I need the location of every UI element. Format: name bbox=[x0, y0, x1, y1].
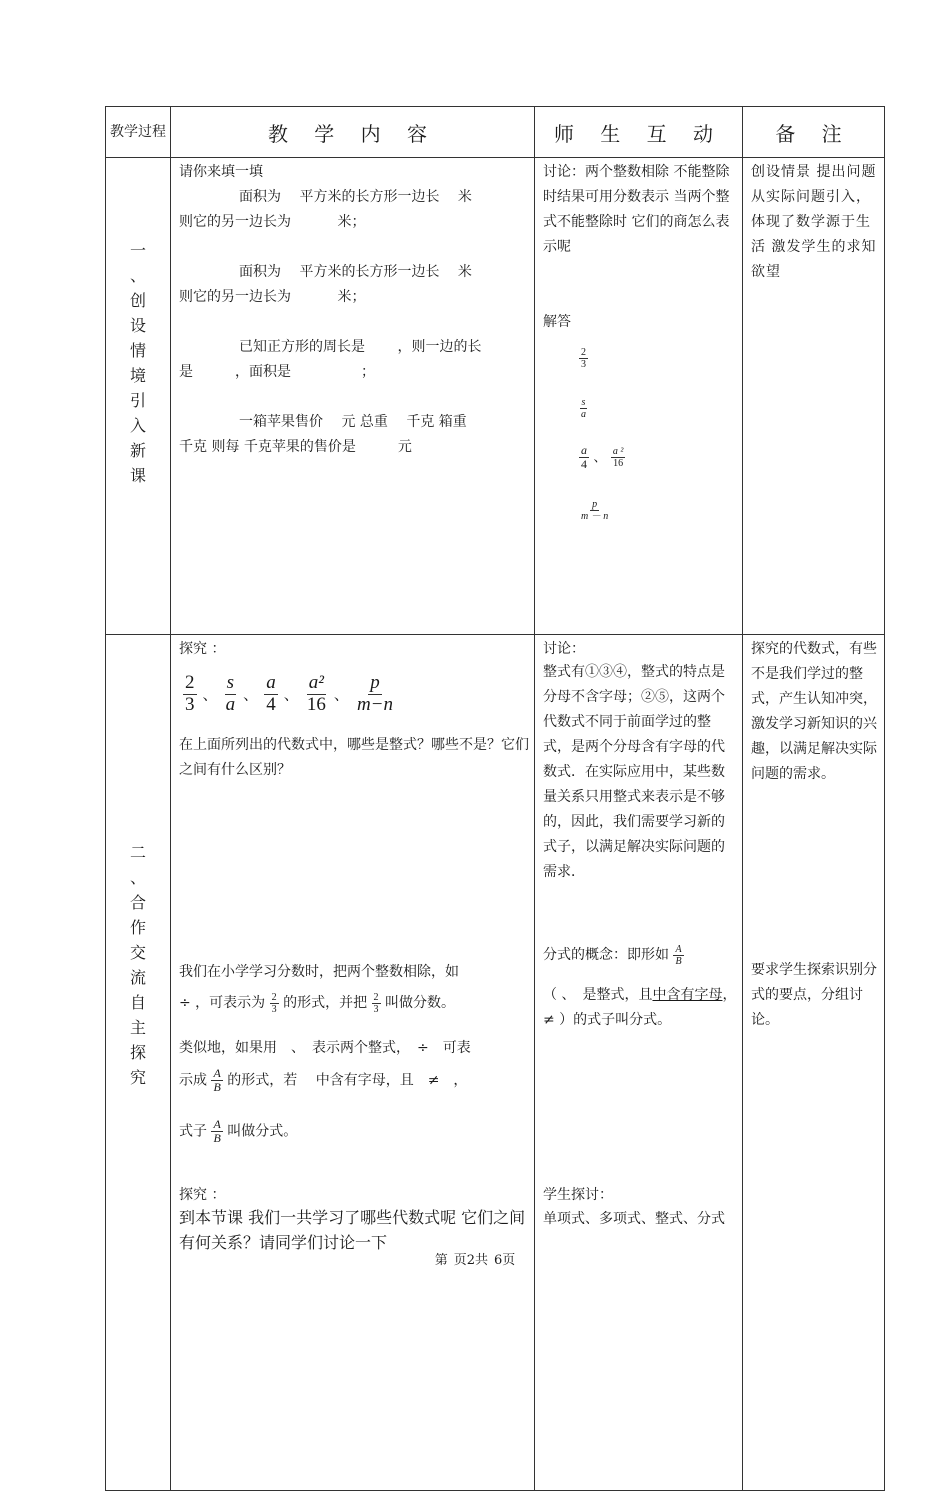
section-2-interaction bbox=[535, 635, 743, 1491]
concept-definition-2: （ 、 是整式，且中含有字母， ≠ ）的式子叫分式。 bbox=[543, 987, 744, 1028]
discussion-text: 讨论：两个整数相除 不能整除时结果可用分数表示 当两个整式不能整除时 它们的商怎么表示呢 bbox=[543, 164, 730, 255]
answer-fraction-2: $\frac{s}{a}$ bbox=[581, 396, 586, 420]
answer-fraction-3: $\frac{a}{4}$ 、 $\frac{\text{a ²}}{16}$ bbox=[581, 443, 624, 472]
explore-1-label: 探究 ： bbox=[179, 641, 226, 657]
question-3-line-2: 是 ，面积是 ； bbox=[179, 364, 375, 380]
question-3-line-1: 已知正方形的周长是 ，则一边的长 bbox=[239, 339, 482, 355]
fill-in-prompt: 请你来填一填 bbox=[179, 164, 263, 180]
student-discussion-text: 单项式、多项式、整式、分式 bbox=[543, 1211, 725, 1227]
notes-text-2b: 要求学生探索识别分式的要点，分组讨论。 bbox=[751, 962, 877, 1028]
header-interaction: 师 生 互 动 bbox=[535, 107, 743, 158]
page-footer: 第 页2共 6页 bbox=[434, 1253, 516, 1268]
section-1-interaction bbox=[535, 158, 743, 635]
question-1-line-1: 面积为 平方米的长方形一边长 米 bbox=[239, 189, 472, 205]
answer-label: 解答 bbox=[543, 314, 571, 330]
section-1-notes bbox=[743, 158, 885, 635]
concept-definition-1: 分式的概念：即形如 $\frac{A}{B}$ bbox=[543, 943, 682, 967]
question-2-line-1: 面积为 平方米的长方形一边长 米 bbox=[239, 264, 472, 280]
question-text: 在上面所列出的代数式中，哪些是整式？哪些不是？它们之间有什么区别？ bbox=[179, 737, 529, 778]
question-2-line-2: 则它的另一边长为 米； bbox=[179, 289, 366, 305]
concept-line-2: ÷ ，可表示为 $\frac{2}{3}$ 的形式，并把 $\frac{2}{3}$ 叫做分数。 bbox=[179, 991, 455, 1015]
concept-line-4: 示成 $\frac{A}{B}$ 的形式，若 中含有字母，且 ≠ ， bbox=[179, 1066, 468, 1095]
lesson-table bbox=[105, 106, 885, 1491]
section-2-row bbox=[106, 635, 885, 1491]
explore-2-text: 到本节课 我们一共学习了哪些代数式呢 它们之间有何关系？请同学们讨论一下 bbox=[179, 1208, 526, 1252]
header-process: 教学过程 bbox=[106, 107, 171, 158]
section-1-label: 一 、 创 设 情 境 引 入 新 课 bbox=[106, 158, 171, 635]
discussion-label: 讨论： bbox=[543, 641, 585, 657]
section-2-notes bbox=[743, 635, 885, 1491]
section-1-content bbox=[171, 158, 535, 635]
concept-line-1: 我们在小学学习分数时，把两个整数相除，如 bbox=[179, 964, 459, 980]
answer-fraction-5: $\frac{p}{m - n}$ bbox=[581, 498, 609, 522]
header-notes: 备 注 bbox=[743, 107, 885, 158]
notes-text-2a: 探究的代数式，有些不是我们学过的整式，产生认知冲突，激发学习新知识的兴趣，以满足解决实际问题的需求。 bbox=[751, 641, 877, 782]
section-2-content bbox=[171, 635, 535, 1491]
concept-line-3: 类似地，如果用 、 表示两个整式， ÷ 可表 bbox=[179, 1040, 471, 1056]
notes-text: 创设情景 提出问题 从实际问题引入，体现了数学源于生活 激发学生的求知欲望 bbox=[751, 164, 877, 280]
header-row bbox=[106, 107, 885, 158]
header-content: 教 学 内 容 bbox=[171, 107, 535, 158]
student-discussion-label: 学生探讨： bbox=[543, 1187, 613, 1203]
question-1-line-2: 则它的另一边长为 米； bbox=[179, 214, 366, 230]
section-2-label: 二 、 合 作 交 流 自 主 探 究 bbox=[106, 635, 171, 1491]
question-4-line-1: 一箱苹果售价 元 总重 千克 箱重 bbox=[239, 414, 467, 430]
explore-2-label: 探究 ： bbox=[179, 1187, 226, 1203]
answer-fraction-1: $\frac{2}{3}$ bbox=[581, 346, 586, 370]
section-1-row bbox=[106, 158, 885, 635]
question-4-line-2: 千克 则每 千克苹果的售价是 元 bbox=[179, 439, 412, 455]
concept-line-5: 式子 $\frac{A}{B}$ 叫做分式。 bbox=[179, 1117, 298, 1146]
fraction-list: $\frac{2}{3}$ 、 $\frac{s}{a}$ 、 $\frac{a}{4}$ 、 $\frac{\text{a²}}{16}$ 、 $\frac{p}{m-n}$ bbox=[185, 672, 393, 715]
discussion-text-2: 整式有①③④，整式的特点是分母不含字母；②⑤，这两个代数式不同于前面学过的整式，是两个分母含有字母的代数式．在实际应用中，某些数量关系只用整式来表示是不够的，因此，我们需要学习新的式子，以满足解决实际问题的需求． bbox=[543, 664, 725, 880]
